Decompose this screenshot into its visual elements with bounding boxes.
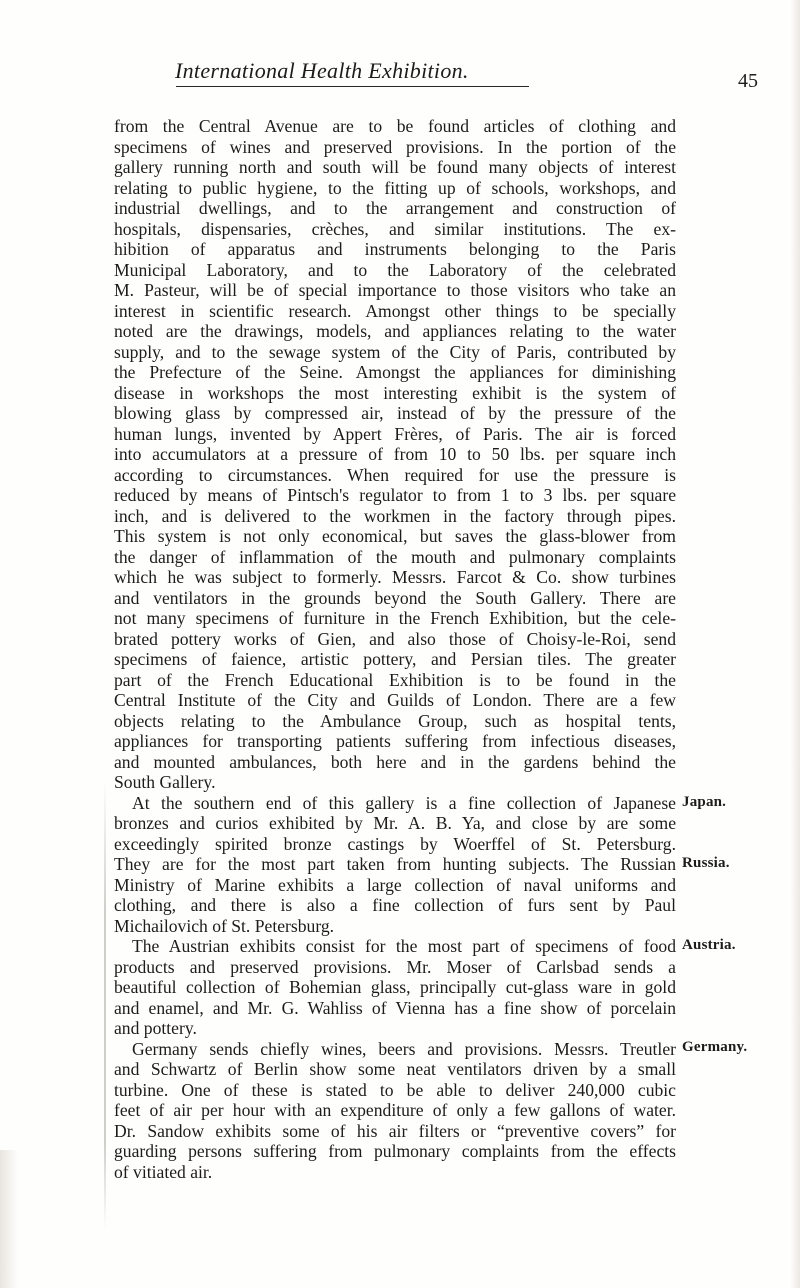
text-line: the danger of inflammation of the mouth and pulmonary complaints [114,546,676,567]
margin-note-russia: Russia. [682,855,730,871]
text-line: and pottery. [114,1018,197,1038]
text-line: industrial dwellings, and to the arrangement and construction of [114,198,676,218]
text-line: and mounted ambulances, both here and in the gardens behind the [114,751,676,772]
text-line: according to circumstances. When required for use the pressure is [114,464,676,485]
text-line: Central Institute of the City and Guilds of London. There are a few [114,690,676,710]
margin-note-japan: Japan. [682,794,727,810]
text-line: part of the French Educational Exhibition is to be found in the [114,669,676,690]
text-line: and ventilators in the grounds beyond the South Gallery. There are [114,587,676,608]
text-line: noted are the drawings, models, and appliances relating to the water [114,321,676,341]
text-line: objects relating to the Ambulance Group, such as hospital tents, [114,710,676,731]
text-line: This system is not only economical, but saves the glass-blower from [114,526,676,546]
text-line: inch, and is delivered to the workmen in the factory through pipes. [114,505,676,526]
text-line: reduced by means of Pintsch's regulator to from 1 to 3 lbs. per square [114,485,676,505]
body-text [114,116,676,1182]
text-line: which he was subject to formerly. Messrs. Farcot & Co. show turbines [114,567,676,587]
text-line: exceedingly spirited bronze castings by Woerffel of St. Petersburg. [114,833,676,854]
text-line: They are for the most part taken from hunting subjects. The Russian [114,854,676,874]
text-line: hibition of apparatus and instruments belonging to the Paris [114,239,676,259]
text-line: M. Pasteur, will be of special importance to those visitors who take an [114,280,676,300]
text-line: gallery running north and south will be found many objects of interest [114,157,676,177]
text-line: not many specimens of furniture in the French Exhibition, but the cele- [114,608,676,628]
text-line: The Austrian exhibits consist for the most part of specimens of food [132,936,676,956]
text-line: interest in scientific research. Amongst other things to be specially [114,300,676,321]
text-line: brated pottery works of Gien, and also those of Choisy-le-Roi, send [114,628,676,649]
running-title: International Health Exhibition. [175,58,469,83]
text-line: human lungs, invented by Appert Frères, of Paris. The air is forced [114,423,676,444]
text-line: Michailovich of St. Petersburg. [114,915,335,936]
text-line: and enamel, and Mr. G. Wahliss of Vienna has a fine show of porcelain [114,997,676,1018]
margin-note-germany: Germany. [682,1039,748,1055]
text-line: relating to public hygiene, to the fitting up of schools, workshops, and [114,177,676,198]
text-line: South Gallery. [114,772,216,792]
text-line: hospitals, dispensaries, crèches, and similar institutions. The ex- [114,218,676,239]
text-line: specimens of faience, artistic pottery, and Persian tiles. The greater [114,649,676,669]
text-line: clothing, and there is also a fine collection of furs sent by Paul [114,895,676,915]
text-line: the Prefecture of the Seine. Amongst the appliances for diminishing [114,362,676,382]
text-line: turbine. One of these is stated to be able to deliver 240,000 cubic [114,1079,676,1100]
page-number: 45 [738,70,758,92]
text-line: Dr. Sandow exhibits some of his air filters or “preventive covers” for [114,1120,676,1141]
text-line: beautiful collection of Bohemian glass, principally cut-glass ware in gold [114,977,676,997]
text-line: disease in workshops the most interesting exhibit is the system of [114,382,676,403]
binding-shadow-mark [104,780,106,1230]
text-line: feet of air per hour with an expenditure of only a few gallons of water. [114,1100,676,1120]
text-line: Municipal Laboratory, and to the Laboratory of the celebrated [114,259,676,280]
margin-note-austria: Austria. [682,937,736,953]
text-line: Germany sends chiefly wines, beers and provisions. Messrs. Treutler [132,1038,676,1059]
text-line: guarding persons suffering from pulmonary complaints from the effects [114,1141,676,1161]
text-line: bronzes and curios exhibited by Mr. A. B. Ya, and close by are some [114,813,676,833]
text-line: Ministry of Marine exhibits a large collection of naval uniforms and [114,874,676,895]
header-rule [176,86,529,87]
text-line: At the southern end of this gallery is a fine collection of Japanese [132,792,676,813]
page-edge-shadow [0,1150,18,1288]
text-line: of vitiated air. [114,1161,213,1182]
page-right-edge [790,0,800,1288]
text-line: specimens of wines and preserved provisions. In the portion of the [114,136,676,157]
text-line: blowing glass by compressed air, instead of by the pressure of the [114,403,676,423]
text-line: and Schwartz of Berlin show some neat ventilators driven by a small [114,1059,676,1079]
text-line: products and preserved provisions. Mr. Moser of Carlsbad sends a [114,956,676,977]
text-line: from the Central Avenue are to be found articles of clothing and [114,116,676,136]
text-line: appliances for transporting patients suffering from infectious diseases, [114,731,676,751]
text-line: supply, and to the sewage system of the City of Paris, contributed by [114,341,676,362]
text-line: into accumulators at a pressure of from 10 to 50 lbs. per square inch [114,444,676,464]
